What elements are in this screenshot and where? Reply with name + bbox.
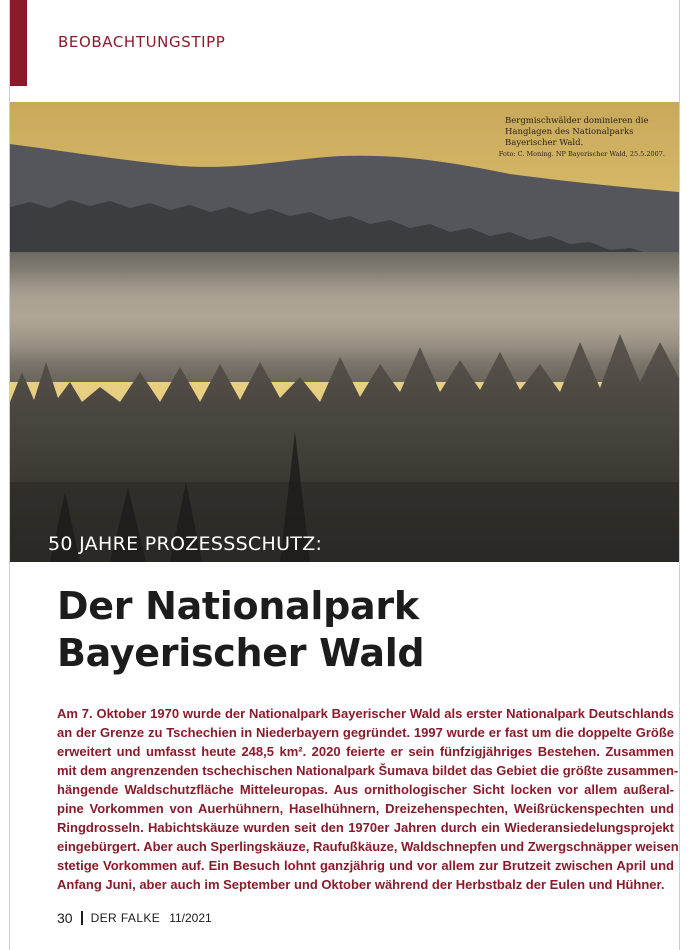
page-footer [57,910,212,926]
article-kicker: 50 JAHRE PROZESSSCHUTZ: [48,533,323,555]
lead-line: erweitert und umfasst heute 248,5 km². 2020 feierte er sein fünfzigjähriges Bestehen. Zusammen [57,744,674,759]
lead-line: an der Grenze zu Tschechien in Niederbayern gegründet. 1997 wurde er fast um die doppelte Größe [57,725,674,740]
lead-line: Ringdrosseln. Habichtskäuze wurden seit den 1970er Jahren durch ein Wiederansiedelungsprojekt [57,820,674,835]
lead-line: mit dem angrenzenden tschechischen Nationalpark Šumava bildet das Gebiet die größte zusammen- [57,763,679,778]
magazine-name: DER FALKE [90,911,161,925]
lead-line: Am 7. Oktober 1970 wurde der Nationalpark Bayerischer Wald als erster Nationalpark Deutschlands [57,706,674,721]
lead-line: stetige Vorkommen auf. Ein Besuch lohnt ganzjährig und vor allem zur Brutzeit zwischen April und [57,858,674,873]
article-title-line-2: Bayerischer Wald [57,631,425,675]
forest-landscape-photo [10,102,679,562]
photo-caption-text: Bergmischwälder dominieren die Hanglagen des Nationalparks Bayerischer Wald. [505,116,649,148]
issue-number: 11/2021 [169,911,212,925]
article-title [57,583,657,677]
lead-line: eingebürgert. Aber auch Sperlingskäuze, Raufußkäuze, Waldschnepfen und Zwergschnäpper weisen [57,839,679,854]
lead-line: pine Vorkommen von Auerhühnern, Haselhühnern, Dreizehenspechten, Weißrückenspechten und [57,801,674,816]
section-accent-bar [10,0,27,86]
section-label: BEOBACHTUNGSTIPP [58,33,226,51]
lead-line: Anfang Juni, aber auch im September und Oktober während der Herbstbalz der Eulen und Hühner. [57,877,665,892]
photo-caption [465,116,665,159]
lead-line: hängende Waldschutzfläche Mitteleuropas. Aus ornithologischer Sicht locken vor allem außeral- [57,782,674,797]
page-number: 30 [57,910,73,926]
article-title-line-1: Der Nationalpark [57,584,419,628]
article-lead [57,704,679,894]
page-frame-right [679,0,680,950]
photo-credit: Foto: C. Moning. NP Bayerischer Wald, 25.5.2007. [498,150,665,158]
footer-separator [81,911,83,925]
